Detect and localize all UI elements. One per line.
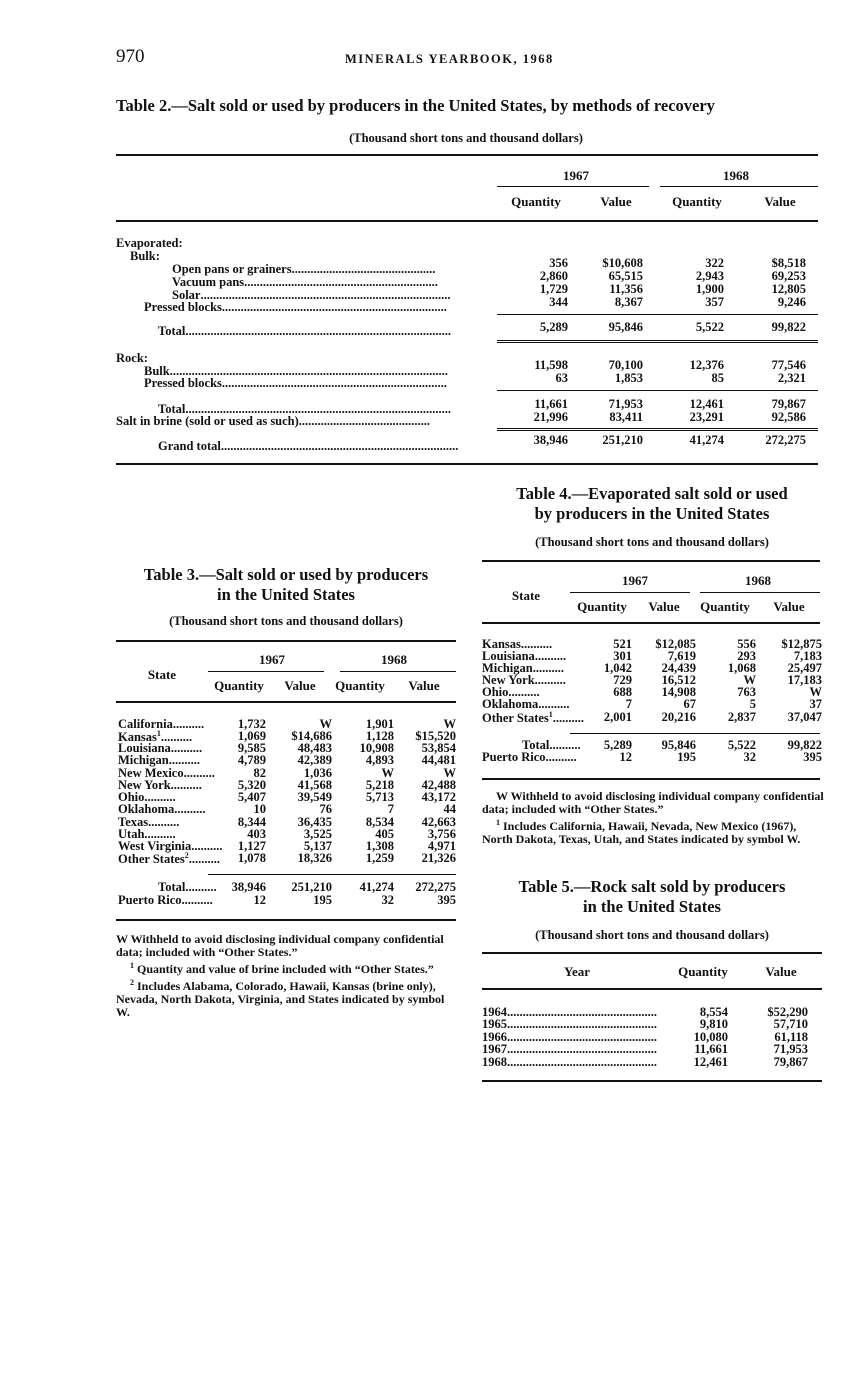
- table4-cell: 688: [613, 685, 632, 699]
- table3-row-label: California..........: [118, 717, 205, 731]
- table2-row-label: Total.....................................................................................: [158, 402, 451, 416]
- table4-footnotes: [482, 790, 824, 846]
- table4-cell: $12,085: [655, 637, 696, 651]
- table4-cell: 95,846: [661, 738, 696, 752]
- table5-cell: 10,080: [693, 1030, 728, 1044]
- table4-col-value-1968: Value: [773, 599, 805, 614]
- table3-subtitle: (Thousand short tons and thousand dollars): [169, 614, 403, 628]
- table3-cell: 8,344: [237, 815, 266, 829]
- table4-row-label: Puerto Rico..........: [482, 750, 577, 764]
- table3-cell: 41,568: [297, 778, 332, 792]
- table3-cell: 251,210: [291, 880, 332, 894]
- table2-title: Table 2.—Salt sold or used by producers in the United States, by methods of recovery: [116, 96, 715, 115]
- table3-cell: 44: [443, 802, 456, 816]
- table2-cell: 5,289: [539, 320, 568, 334]
- table2-cell: 356: [549, 256, 568, 270]
- table2-col-quantity-1967: Quantity: [511, 194, 561, 209]
- table4-col-quantity-1967: Quantity: [577, 599, 627, 614]
- table2-row-label: Total.....................................................................................: [158, 324, 451, 338]
- table2-cell: 23,291: [689, 410, 724, 424]
- table4-cell: 37,047: [787, 710, 822, 724]
- table2-cell: 272,275: [765, 433, 806, 447]
- table4-subtitle: (Thousand short tons and thousand dollars): [535, 535, 769, 549]
- table3-cell: 405: [375, 827, 394, 841]
- table5-col-year: Year: [564, 964, 590, 979]
- table4-cell: 395: [803, 750, 822, 764]
- table4-cell: 7: [625, 697, 632, 711]
- table3-cell: 38,946: [231, 880, 266, 894]
- table4-cell: 20,216: [661, 710, 696, 724]
- table4-cell: 2,837: [727, 710, 756, 724]
- table4-row-label: Total..........: [522, 738, 581, 752]
- table4-cell: W: [809, 685, 822, 699]
- table2-cell: $8,518: [771, 256, 806, 270]
- table2-cell: 1,900: [695, 282, 724, 296]
- table4-cell: 5: [749, 697, 756, 711]
- table2-cell: 344: [549, 295, 568, 309]
- table2-row-label: Pressed blocks........................................................................: [144, 376, 447, 390]
- table2-cell: 357: [705, 295, 724, 309]
- table4-cell: 521: [613, 637, 632, 651]
- table2-section-rock: Rock:: [116, 351, 148, 365]
- table3-cell: 1,127: [237, 839, 266, 853]
- table3-row-label: Kansas$^1$..........: [118, 729, 193, 745]
- table5-cell: 71,953: [773, 1042, 808, 1056]
- table2-year-1967: 1967: [563, 168, 589, 183]
- table2-col-value-1967: Value: [600, 194, 632, 209]
- table2-cell: 12,461: [689, 397, 724, 411]
- table5-cell: 79,867: [773, 1055, 808, 1069]
- table2-row-label: Open pans or grainers..............................................: [172, 262, 436, 276]
- table4-row-label: New York..........: [482, 673, 566, 687]
- table2-section-bulk: Bulk:: [130, 249, 160, 263]
- table4-footnote-1: $^1$ Includes California, Hawaii, Nevada, New Mexico (1967), North Dakota, Texas, Utah, and States indicated by symbol W.: [482, 818, 801, 846]
- table3-cell: 42,389: [297, 753, 332, 767]
- table3-footnote-w: W Withheld to avoid disclosing individual company confidential data; included with “Other States.”: [116, 932, 444, 959]
- table2-cell: 83,411: [609, 410, 643, 424]
- table4-cell: 2,001: [603, 710, 632, 724]
- table3-cell: 36,435: [297, 815, 332, 829]
- table4-year-1967: 1967: [622, 573, 648, 588]
- table2-cell: 85: [711, 371, 724, 385]
- table4-cell: 195: [677, 750, 696, 764]
- table3-row-label: West Virginia..........: [118, 839, 223, 853]
- table3-cell: 76: [319, 802, 332, 816]
- table2-cell: 38,946: [533, 433, 568, 447]
- table2-cell: 11,356: [609, 282, 643, 296]
- table3-row-label: Puerto Rico..........: [118, 893, 213, 907]
- table5-cell: 9,810: [699, 1017, 728, 1031]
- table3-row-label: Total..........: [158, 880, 217, 894]
- table4-cell: 37: [809, 697, 822, 711]
- table5-subtitle: (Thousand short tons and thousand dollars): [535, 928, 769, 942]
- table3-cell: 7: [387, 802, 394, 816]
- table2-year-1968: 1968: [723, 168, 749, 183]
- table3-cell: 48,483: [297, 741, 332, 755]
- table5-col-quantity: Quantity: [678, 964, 728, 979]
- table3-cell: 1,308: [365, 839, 394, 853]
- table3-cell: 1,732: [237, 717, 266, 731]
- table2-cell: 71,953: [608, 397, 643, 411]
- table2-cell: 2,860: [539, 269, 568, 283]
- table4-cell: 7,619: [667, 649, 696, 663]
- table2-cell: $10,608: [602, 256, 643, 270]
- table2-cell: 9,246: [777, 295, 806, 309]
- table4-title: Table 4.—Evaporated salt sold or used by producers in the United States: [516, 484, 788, 523]
- table4-cell: 99,822: [787, 738, 822, 752]
- table3-cell: W: [381, 766, 394, 780]
- table5-row-label: 1964................................................: [482, 1005, 657, 1019]
- table3-cell: 272,275: [415, 880, 456, 894]
- table3-title: Table 3.—Salt sold or used by producers in the United States: [143, 565, 429, 604]
- table3-col-quantity-1968: Quantity: [335, 678, 385, 693]
- table3-row-label: Michigan..........: [118, 753, 200, 767]
- table4-cell: 16,512: [661, 673, 696, 687]
- table4-cell: W: [743, 673, 756, 687]
- table3-col-quantity-1967: Quantity: [214, 678, 264, 693]
- table3-cell: 10: [253, 802, 266, 816]
- table2-cell: 69,253: [771, 269, 806, 283]
- table3-cell: 39,549: [297, 790, 332, 804]
- table4-row-label: Ohio..........: [482, 685, 540, 699]
- table4-cell: 729: [613, 673, 632, 687]
- table5-cell: $52,290: [767, 1005, 808, 1019]
- table3-cell: 1,901: [365, 717, 394, 731]
- table4-cell: 5,289: [603, 738, 632, 752]
- table5-col-value: Value: [765, 964, 797, 979]
- table2-cell: 92,586: [771, 410, 806, 424]
- table2-section-evaporated: Evaporated:: [116, 236, 183, 250]
- table3-cell: 10,908: [359, 741, 394, 755]
- table3-row-label: New Mexico..........: [118, 766, 215, 780]
- page-number: 970: [116, 46, 145, 67]
- table2-cell: 21,996: [533, 410, 568, 424]
- table3-cell: 82: [253, 766, 266, 780]
- table3-cell: 44,481: [421, 753, 456, 767]
- table3-stub-header: State: [147, 667, 177, 682]
- table3-year-1967: 1967: [259, 652, 285, 667]
- table3-cell: 4,789: [237, 753, 266, 767]
- table3-cell: 403: [247, 827, 266, 841]
- table5-cell: 61,118: [774, 1030, 808, 1044]
- table5-cell: 8,554: [699, 1005, 728, 1019]
- table3-cell: 1,259: [365, 851, 394, 865]
- table3-cell: 9,585: [237, 741, 266, 755]
- table4-year-1968: 1968: [745, 573, 771, 588]
- table3-cell: 21,326: [421, 851, 456, 865]
- table3-footnote-1: $^1$ Quantity and value of brine included with “Other States.”: [130, 961, 434, 976]
- table3-cell: 5,407: [237, 790, 266, 804]
- table3-cell: 12: [253, 893, 266, 907]
- table3-cell: 3,756: [427, 827, 456, 841]
- table5-title: Table 5.—Rock salt sold by producers in the United States: [518, 877, 786, 916]
- table4-cell: 7,183: [793, 649, 822, 663]
- table2-cell: 77,546: [771, 358, 806, 372]
- table3-year-1968: 1968: [381, 652, 407, 667]
- table4-row-label: Kansas..........: [482, 637, 553, 651]
- table3-cell: 195: [313, 893, 332, 907]
- table3-cell: 395: [437, 893, 456, 907]
- table3-cell: 32: [381, 893, 394, 907]
- table3-cell: 43,172: [421, 790, 456, 804]
- table3-cell: 42,488: [421, 778, 456, 792]
- table3-cell: $14,686: [291, 729, 332, 743]
- table4-cell: 1,042: [603, 661, 632, 675]
- table5-row-label: 1965................................................: [482, 1017, 657, 1031]
- table3-row-label: Other States$^2$..........: [118, 851, 221, 867]
- table4-cell: 25,497: [787, 661, 822, 675]
- table2-cell: 2,321: [777, 371, 806, 385]
- table2-cell: 251,210: [602, 433, 643, 447]
- table4-cell: 14,908: [661, 685, 696, 699]
- table2-cell: 79,867: [771, 397, 806, 411]
- table2-cell: 63: [555, 371, 568, 385]
- table4-row-label: Other States$^1$..........: [482, 710, 585, 726]
- table3-cell: 1,128: [365, 729, 394, 743]
- table2-cell: 11,661: [534, 397, 568, 411]
- table2-cell: 2,943: [695, 269, 724, 283]
- table3-col-value-1968: Value: [408, 678, 440, 693]
- table2-cell: 12,376: [689, 358, 724, 372]
- table3-cell: 1,069: [237, 729, 266, 743]
- table2-cell: 322: [705, 256, 724, 270]
- table4-cell: 1,068: [727, 661, 756, 675]
- table2-cell: 8,367: [614, 295, 643, 309]
- table3-cell: 8,534: [365, 815, 394, 829]
- table5-cell: 57,710: [773, 1017, 808, 1031]
- table3-cell: W: [319, 717, 332, 731]
- table3-row-label: Ohio..........: [118, 790, 176, 804]
- table3-cell: 1,078: [237, 851, 266, 865]
- table5-row-label: 1967................................................: [482, 1042, 657, 1056]
- table3-row-label: New York..........: [118, 778, 202, 792]
- table3-cell: 5,137: [303, 839, 332, 853]
- table2-cell: 11,598: [534, 358, 568, 372]
- table3-cell: W: [443, 717, 456, 731]
- table3-cell: W: [443, 766, 456, 780]
- table4-row-label: Louisiana..........: [482, 649, 567, 663]
- table3-row-label: Texas..........: [118, 815, 180, 829]
- table3-cell: 5,320: [237, 778, 266, 792]
- table3-footnote-2: $^2$ Includes Alabama, Colorado, Hawaii, Kansas (brine only), Nevada, North Dakota, Virginia, and States indicated by symbol W.: [116, 978, 445, 1019]
- table5-row-label: 1966................................................: [482, 1030, 657, 1044]
- table4-row-label: Oklahoma..........: [482, 697, 570, 711]
- table4-cell: 12: [619, 750, 632, 764]
- table4-stub-header: State: [511, 588, 541, 603]
- table4-col-quantity-1968: Quantity: [700, 599, 750, 614]
- table5-cell: 11,661: [694, 1042, 728, 1056]
- table3-cell: $15,520: [415, 729, 456, 743]
- table2-cell: 95,846: [608, 320, 643, 334]
- table4-col-value-1967: Value: [648, 599, 680, 614]
- table5-cell: 12,461: [693, 1055, 728, 1069]
- table2-cell: 5,522: [695, 320, 724, 334]
- table4-cell: 17,183: [787, 673, 822, 687]
- table3-col-value-1967: Value: [284, 678, 316, 693]
- table2-cell: 70,100: [608, 358, 643, 372]
- table5-row-label: 1968................................................: [482, 1055, 657, 1069]
- table2-col-quantity-1968: Quantity: [672, 194, 722, 209]
- table3-row-label: Oklahoma..........: [118, 802, 206, 816]
- table3-row-label: Utah..........: [118, 827, 176, 841]
- table3-cell: 5,713: [365, 790, 394, 804]
- table2-cell: 1,853: [614, 371, 643, 385]
- table4-cell: 556: [737, 637, 756, 651]
- table2-row-label: Solar................................................................................: [172, 288, 451, 302]
- table3-cell: 42,663: [421, 815, 456, 829]
- table2-row-label: Vacuum pans..............................................................: [172, 275, 438, 289]
- table2-cell: 65,515: [608, 269, 643, 283]
- table4-cell: 763: [737, 685, 756, 699]
- table3-cell: 1,036: [303, 766, 332, 780]
- table4-row-label: Michigan..........: [482, 661, 564, 675]
- table4-cell: 5,522: [727, 738, 756, 752]
- running-head: MINERALS YEARBOOK, 1968: [345, 52, 554, 66]
- table4-cell: $12,875: [781, 637, 822, 651]
- table3-cell: 5,218: [365, 778, 394, 792]
- table4-cell: 32: [743, 750, 756, 764]
- table4-cell: 293: [737, 649, 756, 663]
- table4-cell: 67: [683, 697, 696, 711]
- table2-cell: 99,822: [771, 320, 806, 334]
- table4-cell: 301: [613, 649, 632, 663]
- table2-cell: 12,805: [771, 282, 806, 296]
- table2-row-label: Pressed blocks........................................................................: [144, 300, 447, 314]
- table2-col-value-1968: Value: [764, 194, 796, 209]
- table4-footnote-w: W Withheld to avoid disclosing individual company confidential data; included with “Other States.”: [482, 789, 824, 816]
- table2-row-label: Grand total............................................................................: [158, 439, 459, 453]
- table3-cell: 53,854: [421, 741, 456, 755]
- table2-row-label: Salt in brine (sold or used as such)..........................................: [116, 414, 431, 428]
- table3-row-label: Louisiana..........: [118, 741, 203, 755]
- table3-cell: 18,326: [297, 851, 332, 865]
- table3-cell: 4,893: [365, 753, 394, 767]
- table3-cell: 3,525: [303, 827, 332, 841]
- table2-row-label: Bulk.........................................................................................: [144, 364, 448, 378]
- table2-cell: 41,274: [689, 433, 724, 447]
- table3-cell: 41,274: [359, 880, 394, 894]
- table2-subtitle: (Thousand short tons and thousand dollars): [349, 131, 583, 145]
- table3-footnotes: [116, 933, 458, 1019]
- table4-cell: 24,439: [661, 661, 696, 675]
- table3-cell: 4,971: [427, 839, 456, 853]
- table2-cell: 1,729: [539, 282, 568, 296]
